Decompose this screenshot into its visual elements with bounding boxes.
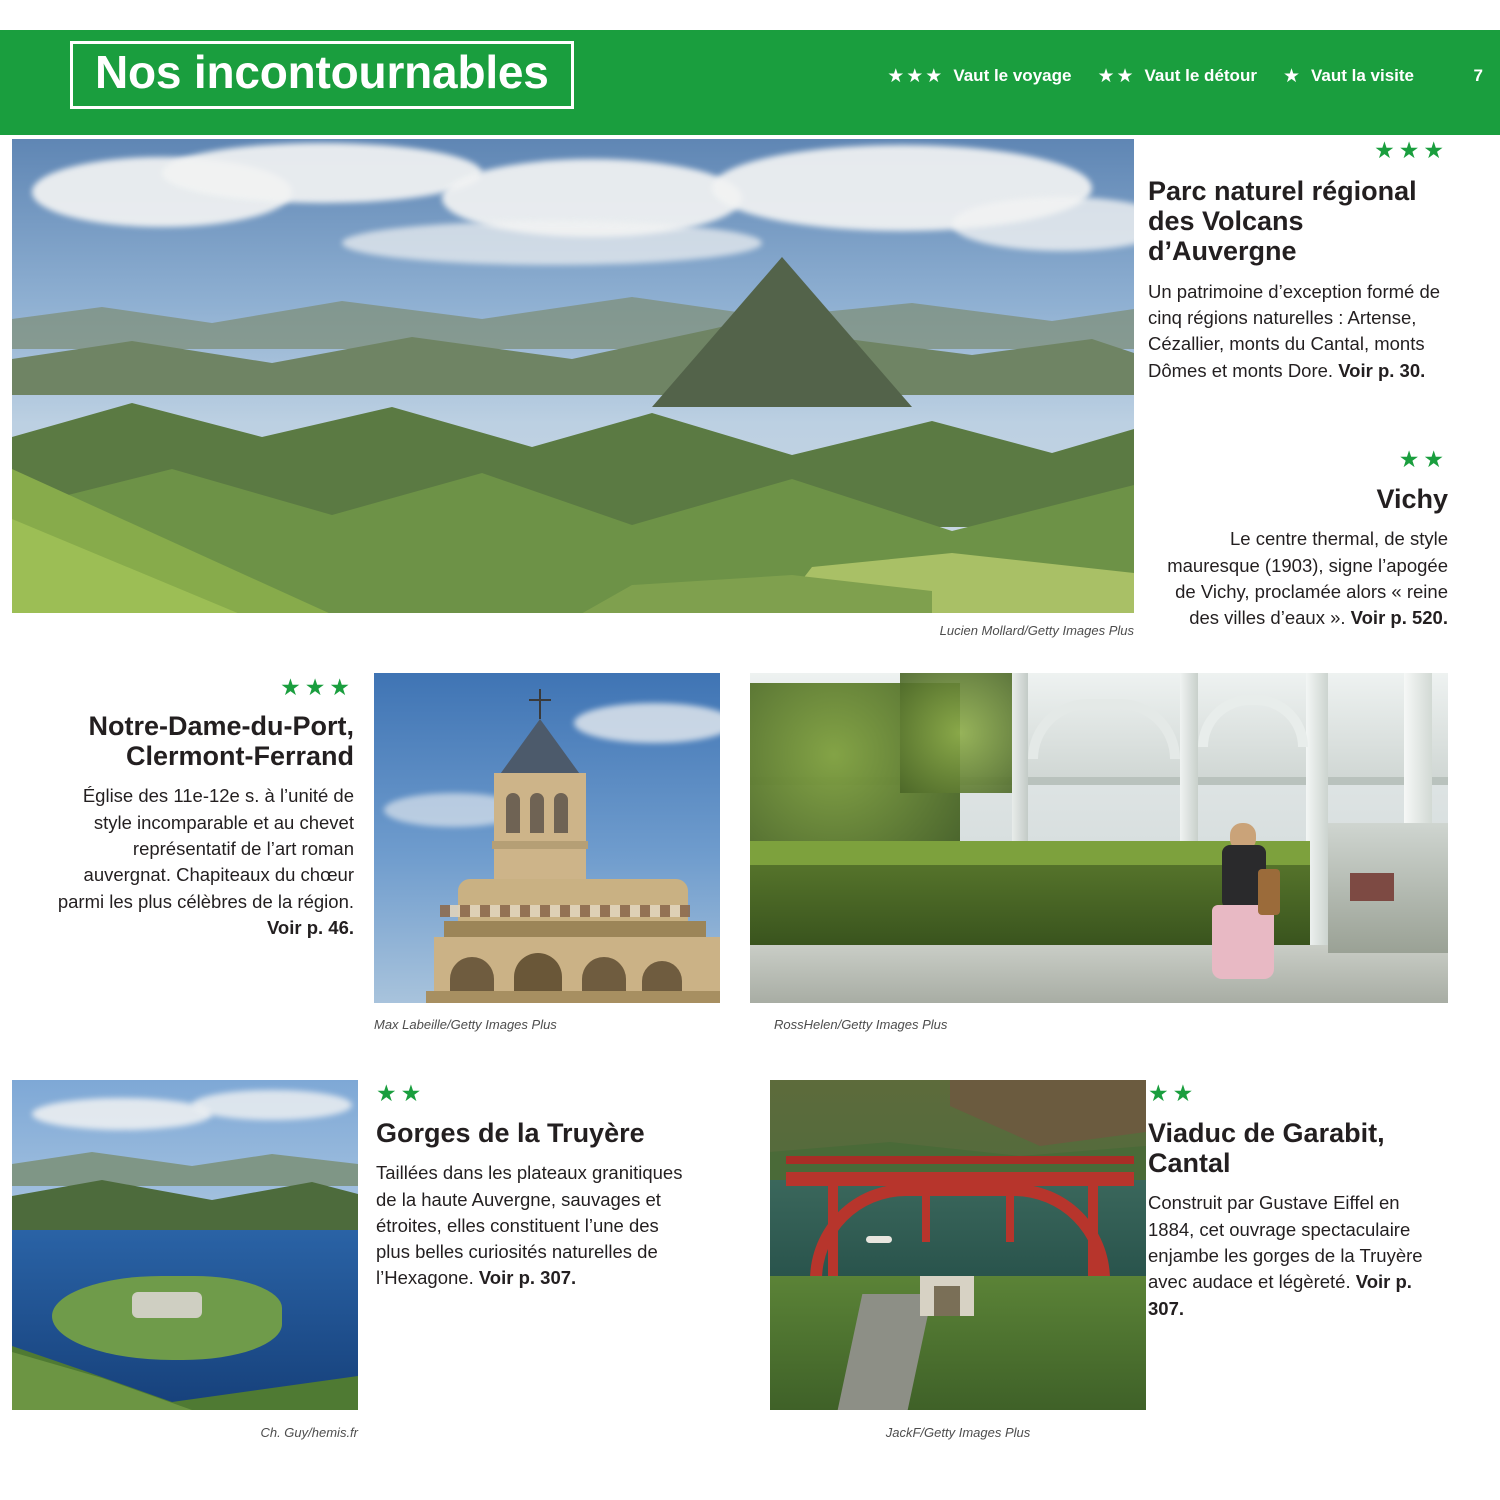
item-volcans-auvergne (1148, 139, 1448, 384)
photo-credit-volcans: Lucien Mollard/Getty Images Plus (939, 623, 1134, 638)
item-title: Parc naturel régional des Volcans d’Auvergne (1148, 176, 1417, 267)
item-notre-dame-du-port (44, 676, 354, 941)
legend-label: Vaut le voyage (953, 66, 1072, 85)
star-legend (887, 66, 1440, 86)
rating-stars: ★★ (376, 1080, 426, 1106)
item-vichy (1148, 448, 1448, 631)
photo-viaduc-garabit (770, 1080, 1146, 1410)
legend-item-one-star (1283, 66, 1414, 86)
page-title: Nos incontournables (95, 46, 549, 98)
item-title: Vichy (1376, 484, 1448, 514)
rating-stars: ★★ (1148, 1080, 1198, 1106)
one-star-icon: ★ (1282, 65, 1302, 87)
photo-credit-notre-dame: Max Labeille/Getty Images Plus (374, 1017, 557, 1032)
photo-credit-truyere: Ch. Guy/hemis.fr (260, 1425, 358, 1440)
photo-credit-garabit: JackF/Getty Images Plus (885, 1425, 1031, 1440)
rating-stars: ★★ (1398, 446, 1448, 472)
item-title: Notre-Dame-du-Port, Clermont-Ferrand (88, 711, 354, 772)
item-description: Un patrimoine d’exception formé de cinq régions naturelles : Artense, Cézallier, monts du Cantal, monts Dômes et monts Dore. Voir p. 30. (1148, 280, 1441, 381)
legend-label: Vaut la visite (1311, 66, 1414, 85)
three-stars-icon: ★★★ (887, 65, 945, 87)
legend-item-two-stars (1097, 66, 1257, 86)
legend-label: Vaut le détour (1144, 66, 1257, 85)
rating-stars: ★★★ (1374, 137, 1448, 163)
two-stars-icon: ★★ (1097, 65, 1136, 87)
photo-credit-galerie: RossHelen/Getty Images Plus (774, 1017, 948, 1032)
item-gorges-truyere (376, 1082, 688, 1292)
page-header (0, 30, 1500, 135)
page-title-box (70, 41, 574, 109)
photo-galerie-vichy (750, 673, 1448, 1003)
photo-notre-dame-du-port (374, 673, 720, 1003)
item-description: Construit par Gustave Eiffel en 1884, cet ouvrage spectaculaire enjambe les gorges de la Truyère avec audace et légèreté. Voir p. 307. (1148, 1192, 1423, 1319)
photo-volcans-auvergne (12, 139, 1134, 613)
photo-gorges-truyere (12, 1080, 358, 1410)
item-description: Taillées dans les plateaux granitiques de la haute Auvergne, sauvages et étroites, elles constituent l’une des plus belles curiosités naturelles de l’Hexagone. Voir p. 307. (376, 1162, 683, 1289)
item-description: Église des 11e-12e s. à l’unité de style incomparable et au chevet représentatif de l’art roman auvergnat. Chapiteaux du chœur parmi les plus célèbres de la région. Voir p. 46. (57, 785, 354, 938)
item-viaduc-garabit (1148, 1082, 1448, 1322)
rating-stars: ★★★ (280, 674, 354, 700)
item-title: Viaduc de Garabit, Cantal (1148, 1118, 1385, 1179)
item-title: Gorges de la Truyère (376, 1118, 645, 1148)
page-number: 7 (1473, 66, 1483, 85)
item-description: Le centre thermal, de style mauresque (1903), signe l’apogée de Vichy, proclamée alors « reine des villes d’eaux ». Voir p. 520. (1167, 528, 1448, 629)
legend-item-three-stars (887, 66, 1071, 86)
